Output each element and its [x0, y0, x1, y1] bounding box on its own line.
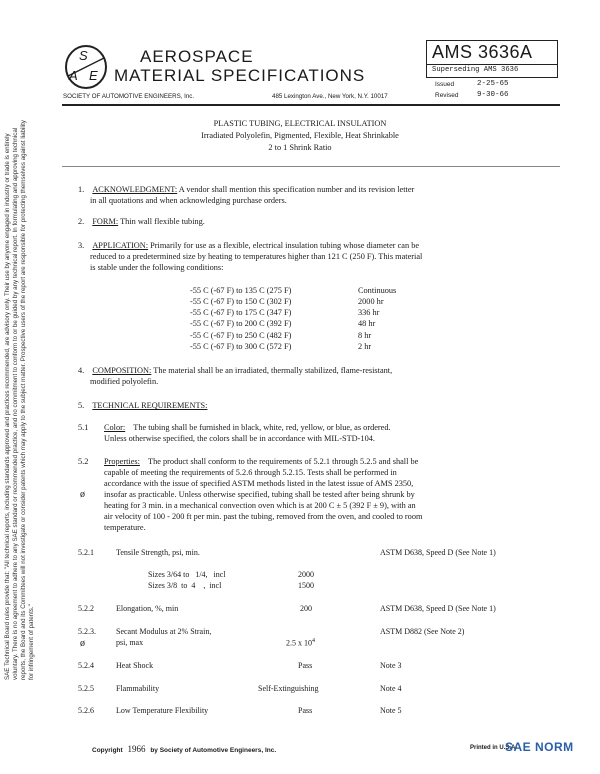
- footer-copyright: [92, 744, 276, 754]
- section-5: [78, 400, 207, 411]
- spec-number: AMS 3636A: [432, 42, 533, 62]
- section-3: [78, 240, 558, 251]
- p524-val: Pass: [298, 661, 313, 670]
- copyright-label: Copyright: [92, 747, 123, 754]
- s51-line1: [104, 422, 564, 433]
- s52-num: 5.2: [78, 457, 89, 466]
- logo-letter-e: E: [89, 68, 98, 83]
- s1-num: 1.: [78, 185, 85, 194]
- p521-size2: Sizes 3/8 to 4 , incl: [148, 581, 222, 590]
- s1-text2: in all quotations and when acknowledging purchase orders.: [90, 196, 287, 205]
- p524-num: 5.2.4: [78, 661, 94, 670]
- s52-text5: heating for 3 min. in a mechanical convection oven which is at 200 C ± 5 (392 F ± 9), with an: [104, 501, 416, 510]
- copyright-year: 1966: [127, 744, 146, 754]
- stability-range-3: -55 C (-67 F) to 200 C (392 F): [190, 319, 292, 328]
- issued-date: 2-25-65: [477, 80, 509, 88]
- s3-num: 3.: [78, 241, 85, 250]
- stability-time-2: 336 hr: [358, 308, 380, 317]
- p522-name: Elongation, %, min: [116, 604, 179, 613]
- p523-exponent: 4: [312, 638, 315, 644]
- s2-heading: FORM:: [92, 217, 119, 226]
- printed-in: Printed in U.S.A.: [470, 745, 518, 751]
- p522-val: 200: [300, 604, 312, 613]
- p526-val: Pass: [298, 706, 313, 715]
- p525-name: Flammability: [116, 684, 160, 693]
- s51-text1: The tubing shall be furnished in black, white, red, yellow, or blue, as ordered.: [133, 423, 391, 432]
- stability-range-5: -55 C (-67 F) to 300 C (572 F): [190, 342, 292, 351]
- change-mark-1: ø: [80, 489, 85, 500]
- s51-num: 5.1: [78, 423, 89, 432]
- sae-logo: [64, 44, 108, 90]
- stability-range-2: -55 C (-67 F) to 175 C (347 F): [190, 308, 292, 317]
- p523-name1: Secant Modulus at 2% Strain,: [116, 627, 212, 636]
- s1-text1: A vendor shall mention this specification number and its revision letter: [178, 185, 415, 194]
- stability-range-0: -55 C (-67 F) to 135 C (275 F): [190, 286, 292, 295]
- copyright-holder: by Society of Automotive Engineers, Inc.: [150, 747, 277, 754]
- p523-method: ASTM D882 (See Note 2): [380, 627, 465, 636]
- section-2: [78, 216, 205, 227]
- s52-text7: temperature.: [104, 523, 146, 532]
- p525-val: Self-Extinguishing: [258, 684, 319, 693]
- side-disclaimer: SAE Technical Board rules provide that: "All technical reports, including standards approved and practices recommended, are advisory only. Their use by anyone engaged in industry or trade is entirely voluntary. There is no agreement to adhere to any SAE standard or recommended practice, and no commitment to conform to or be guided by any technical report. In formulating and approving technical reports, the Board and its Committees will not investigate or consider patents which may apply to the subject matter. Prospective users of the report are responsible for protecting themselves against liability for infringement of patents.": [4, 120, 35, 680]
- s3-heading: APPLICATION:: [92, 241, 149, 250]
- p521-num: 5.2.1: [78, 548, 94, 557]
- s52-line1: [104, 456, 564, 467]
- s4-num: 4.: [78, 366, 85, 375]
- document-subtitle: Irradiated Polyolefin, Pigmented, Flexible, Heat Shrinkable: [201, 131, 399, 140]
- sae-norm-watermark: SAE NORM: [505, 740, 574, 754]
- s3-text2: reduced to a predetermined size by heating to temperatures higher than 121 C (250 F). This material: [90, 252, 423, 261]
- p521-name: Tensile Strength, psi, min.: [116, 548, 200, 557]
- header-title-line1: AEROSPACE: [140, 47, 254, 66]
- s52-heading: Properties:: [104, 457, 140, 466]
- s52-text6: air velocity of 100 - 200 ft per min. past the tubing, removed from the oven, and cooled to room: [104, 512, 423, 521]
- document-ratio: 2 to 1 Shrink Ratio: [268, 143, 332, 152]
- p522-method: ASTM D638, Speed D (See Note 1): [380, 604, 496, 613]
- header-title-line2: MATERIAL SPECIFICATIONS: [114, 66, 366, 85]
- stability-range-1: -55 C (-67 F) to 150 C (302 F): [190, 297, 292, 306]
- s2-text: Thin wall flexible tubing.: [120, 217, 205, 226]
- s2-num: 2.: [78, 217, 85, 226]
- society-address: 485 Lexington Ave., New York, N.Y. 10017: [272, 93, 388, 100]
- logo-letter-s: S: [79, 48, 88, 63]
- header-rule: [62, 104, 560, 106]
- s5-num: 5.: [78, 401, 85, 410]
- issued-label: Issued: [435, 81, 455, 88]
- s3-text1: Primarily for use as a flexible, electrical insulation tubing whose diameter can be: [150, 241, 420, 250]
- p525-note: Note 4: [380, 684, 402, 693]
- p522-num: 5.2.2: [78, 604, 94, 613]
- stability-time-1: 2000 hr: [358, 297, 384, 306]
- p523-name2: psi, max: [116, 638, 144, 647]
- stability-time-4: 8 hr: [358, 331, 372, 340]
- stability-time-0: Continuous: [358, 286, 397, 295]
- revised-date: 9-30-66: [477, 91, 509, 99]
- s4-heading: COMPOSITION:: [92, 366, 152, 375]
- document-title: PLASTIC TUBING, ELECTRICAL INSULATION: [213, 119, 387, 128]
- s51-heading: Color:: [104, 423, 126, 432]
- society-name: SOCIETY OF AUTOMOTIVE ENGINEERS, Inc.: [63, 93, 195, 100]
- s5-heading: TECHNICAL REQUIREMENTS:: [92, 401, 208, 410]
- superseding: Superseding AMS 3636: [432, 66, 519, 74]
- spec-divider: [426, 64, 558, 65]
- section-1: [78, 184, 558, 195]
- p523-value: [286, 638, 315, 648]
- p525-num: 5.2.5: [78, 684, 94, 693]
- s52-text2: capable of meeting the requirements of 5.2.6 through 5.2.15. Tests shall be performed in: [104, 468, 397, 477]
- p526-num: 5.2.6: [78, 706, 94, 715]
- change-mark-2: ø: [80, 638, 85, 649]
- p526-note: Note 5: [380, 706, 402, 715]
- logo-letter-a: A: [69, 68, 78, 83]
- p521-val1: 2000: [298, 570, 314, 579]
- s52-text3: accordance with the issue of specified ASTM methods listed in the latest issue of AMS 2350,: [104, 479, 414, 488]
- stability-range-4: -55 C (-67 F) to 250 C (482 F): [190, 331, 292, 340]
- s51-text2: Unless otherwise specified, the colors shall be in accordance with MIL-STD-104.: [104, 434, 375, 443]
- s4-text2: modified polyolefin.: [90, 377, 159, 386]
- p524-note: Note 3: [380, 661, 402, 670]
- p523-num: 5.2.3.: [78, 627, 96, 636]
- p521-method: ASTM D638, Speed D (See Note 1): [380, 548, 496, 557]
- title-rule: [62, 166, 560, 167]
- s4-text1: The material shall be an irradiated, thermally stabilized, flame-resistant,: [153, 366, 393, 375]
- s3-text3: is stable under the following conditions:: [90, 263, 224, 272]
- p521-val2: 1500: [298, 581, 314, 590]
- section-4: [78, 365, 558, 376]
- s52-text4: insofar as practicable. Unless otherwise specified, tubing shall be tested after being shrunk by: [104, 490, 415, 499]
- stability-time-5: 2 hr: [358, 342, 372, 351]
- stability-time-3: 48 hr: [358, 319, 376, 328]
- p521-size1: Sizes 3/64 to 1/4, incl: [148, 570, 226, 579]
- p524-name: Heat Shock: [116, 661, 154, 670]
- s1-heading: ACKNOWLEDGMENT:: [92, 185, 178, 194]
- revised-label: Revised: [435, 92, 459, 99]
- p526-name: Low Temperature Flexibility: [116, 706, 209, 715]
- s52-text1: The product shall conform to the requirements of 5.2.1 through 5.2.5 and shall be: [148, 457, 419, 466]
- p523-val: 2.5 x 10: [286, 638, 312, 648]
